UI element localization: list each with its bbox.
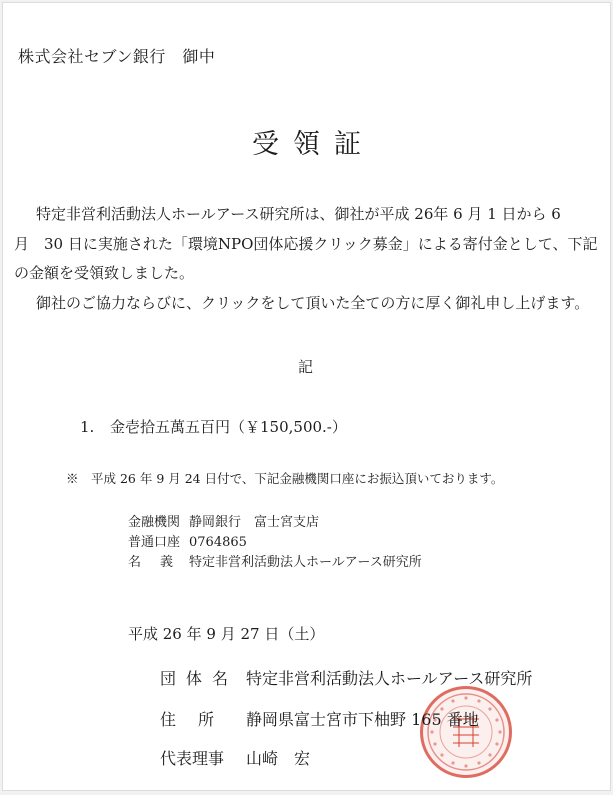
paragraph-line: 御社のご協力ならびに、クリックをして頂いた全ての方に厚く御礼申し上げます。 — [36, 294, 590, 312]
bank-value: 特定非営利活動法人ホールアース研究所 — [189, 555, 422, 570]
signature-value: 特定非営利活動法人ホールアース研究所 — [246, 669, 533, 688]
signature-value: 静岡県富士宮市下柚野 165 番地 — [246, 710, 479, 729]
bank-label: 名義 — [128, 555, 193, 570]
ki-heading: 記 — [298, 358, 314, 376]
signature-row-representative — [160, 746, 310, 769]
signature-label: 代表理事 — [160, 749, 225, 768]
signature-label: 住所 — [160, 710, 237, 729]
paragraph-line: の金額を受領致しました。 — [14, 264, 195, 282]
issue-date: 平成 26 年 9 月 27 日（土） — [128, 625, 325, 643]
transfer-note: ※ 平成 26 年 9 月 24 日付で、下記金融機関口座にお振込頂いております。 — [66, 471, 504, 486]
seal-pattern — [423, 689, 509, 775]
bank-row-institution — [128, 513, 319, 533]
amount-item — [80, 416, 347, 437]
signature-row-address — [160, 707, 479, 730]
receipt-document — [2, 2, 611, 791]
bank-label: 金融機関 — [128, 515, 181, 530]
organization-seal — [420, 686, 512, 778]
bank-label: 普通口座 — [128, 535, 181, 550]
bank-row-account — [128, 533, 247, 553]
bank-row-holder — [128, 553, 422, 573]
paragraph-line: 月 30 日に実施された「環境NPO団体応援クリック募金」による寄付金として、下記 — [14, 235, 598, 253]
amount-text: 金壱拾五萬五百円（￥150,500.-） — [110, 418, 347, 436]
addressee: 株式会社セブン銀行 御中 — [18, 47, 216, 66]
signature-label: 団体名 — [160, 669, 239, 688]
paragraph-line: 特定非営利活動法人ホールアース研究所は、御社が平成 26年 6 月 1 日から 6 — [36, 205, 561, 223]
document-title: 受領証 — [252, 129, 375, 160]
item-number: 1. — [80, 418, 95, 436]
signature-row-organization — [160, 666, 532, 689]
bank-value: 0764865 — [189, 535, 247, 550]
signature-value: 山崎 宏 — [246, 749, 311, 768]
bank-value: 静岡銀行 富士宮支店 — [189, 515, 320, 530]
